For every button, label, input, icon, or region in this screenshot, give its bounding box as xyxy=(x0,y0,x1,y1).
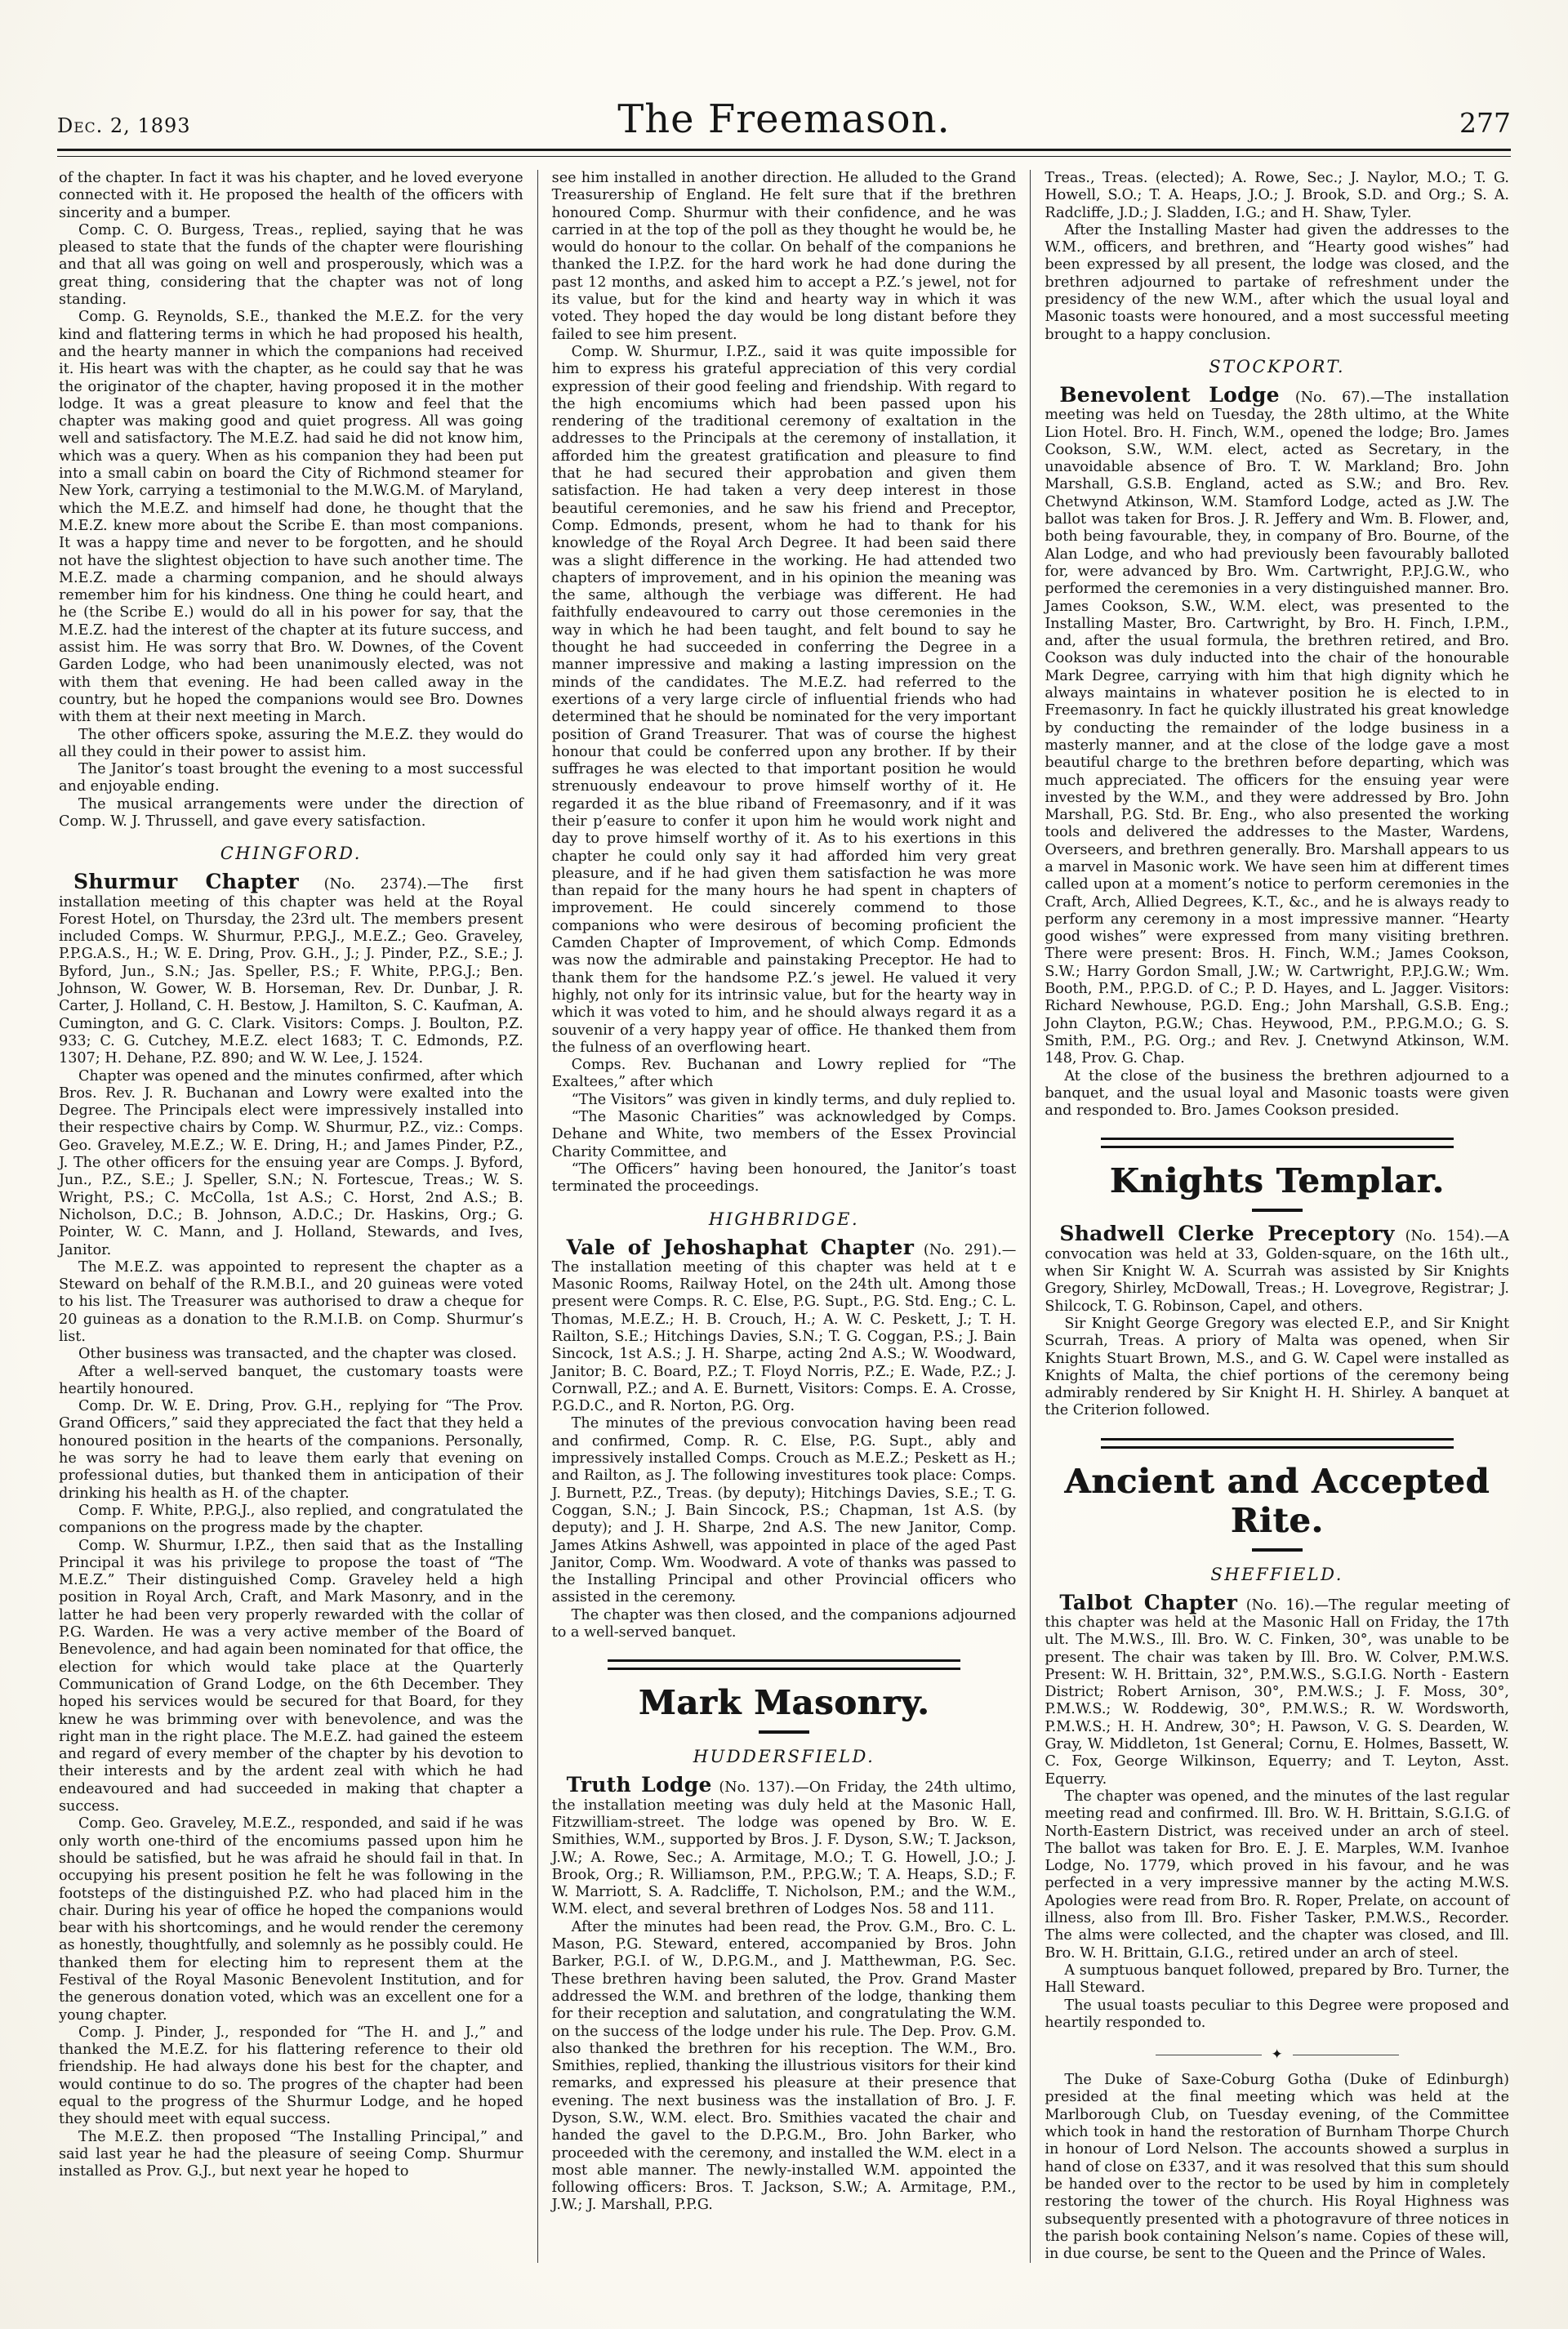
paragraph: see him installed in another direction. He alluded to the Grand Treasurership of England. He felt sure that if the brethren honoured Comp. Shurmur with their confidence, and he was carried in at the top of the poll as they thought he would be, he would do honour to the collar. On behalf of the companions he thanked the I.P.Z. for the hard work he had done during the past 12 months, and asked him to accept a P.Z.’s jewel, not for its value, but for the kind and hearty way in which it was voted. They hoped the day would be long distant before they failed to see him present. xyxy=(551,170,1017,343)
paragraph: The musical arrangements were under the direction of Comp. W. J. Thrussell, and gave every satisfaction. xyxy=(59,795,523,830)
double-rule xyxy=(1101,1438,1454,1449)
paragraph: “The Masonic Charities” was acknowledged by Comps. Dehane and White, two members of the Essex Provincial Charity Committee, and xyxy=(551,1109,1017,1160)
paragraph: Comp. J. Pinder, J., responded for “The H. and J.,” and thanked the M.E.Z. for his flattering reference to their old friendship. He had always done his best for the chapter, and would continue to do so. The progres of the chapter had been equal to the progress of the Shurmur Lodge, and he hoped they should meet with equal success. xyxy=(59,2024,523,2128)
town-heading: SHEFFIELD. xyxy=(1210,1564,1343,1584)
section-heading: Knights Templar. xyxy=(1109,1161,1445,1201)
column-layout xyxy=(57,170,1511,2263)
town-heading: STOCKPORT. xyxy=(1209,356,1346,376)
article-title: Talbot Chapter xyxy=(1059,1590,1238,1614)
section-heading: Ancient and Accepted Rite. xyxy=(1064,1461,1490,1540)
town-heading: HUDDERSFIELD. xyxy=(693,1747,875,1767)
paragraph: Comp. Dr. W. E. Dring, Prov. G.H., replying for “The Prov. Grand Officers,” said they appreciated the fact that they held a honoured position in the hearts of the companions. Personally, he was sorry he had to leave them early that evening on professional duties, but thanked them in anticipation of their drinking his health as H. of the chapter. xyxy=(59,1398,523,1502)
paragraph: The chapter was opened, and the minutes of the last regular meeting read and confirmed. Ill. Bro. W. H. Brittain, S.G.I.G. of North-Eastern District, was received under an arch of steel. The ballot was taken for Bro. E. J. E. Marples, W.M. Ivanhoe Lodge, No. 1779, which proved in his favour, and he was perfected in a very impressive manner by the acting M.W.S. Apologies were read from Bro. R. Roper, Prelate, on account of illness, also from Ill. Bro. Fisher Tasker, P.M.W.S., Recorder. The alms were collected, and the chapter was closed, and Ill. Bro. W. H. Brittain, G.I.G., retired under an arch of steel. xyxy=(1045,1788,1510,1962)
article-paragraph: Talbot Chapter (No. 16).—The regular meeting of this chapter was held at the Masonic Hall on Friday, the 17th ult. The M.W.S., Ill. Bro. W. C. Finken, 30°, was unable to be present. The chair was taken by Ill. Bro. W. Colver, P.M.W.S. Present: W. H. Brittain, 32°, P.M.W.S., S.G.I.G. North - Eastern District; Robert Arnison, 30°, P.M.W.S.; J. F. Moss, 30°, P.M.W.S.; W. Roddewig, 30°, P.M.W.S.; R. W. Wordsworth, P.M.W.S.; H. H. Andrew, 30°; H. Pawson, V. G. S. Dearden, W. Gray, W. Middleton, 1st General; Cornu, E. Holmes, Bassett, W. C. Fox, George Wilkinson, Equerry; and T. Leyton, Asst. Equerry. xyxy=(1045,1590,1510,1788)
paragraph: The Janitor’s toast brought the evening to a most successful and enjoyable ending. xyxy=(59,761,523,795)
paragraph: At the close of the business the brethren adjourned to a banquet, and the usual loyal and Masonic toasts were given and responded to. Bro. James Cookson presided. xyxy=(1045,1067,1510,1120)
paragraph: After the Installing Master had given the addresses to the W.M., officers, and brethren, and “Hearty good wishes” had been expressed by all present, the lodge was closed, and the brethren adjourned to partake of refreshment under the presidency of the new W.M., after which the usual loyal and Masonic toasts were honoured, and a most successful meeting brought to a happy conclusion. xyxy=(1045,221,1510,343)
section-heading-block xyxy=(552,1659,1017,1734)
paragraph: The chapter was then closed, and the companions adjourned to a well-served banquet. xyxy=(551,1606,1017,1641)
column-2 xyxy=(537,170,1031,2263)
short-rule xyxy=(759,1730,809,1734)
double-rule xyxy=(1101,1138,1454,1148)
article-paragraph: Vale of Jehoshaphat Chapter (No. 291).—The installation meeting of this chapter was held at t e Masonic Rooms, Railway Hotel, on the 24th ult. Among those present were Comps. R. C. Else, P.G. Supt., P.G. Std. Eng.; C. L. Thomas, M.E.Z.; H. B. Crouch, H.; A. W. C. Peskett, J.; T. H. Railton, S.E.; Hitchings Davies, S.N.; T. G. Coggan, P.S.; J. Bain Sincock, 1st A.S.; J. H. Sharpe, acting 2nd A.S.; W. Woodward, Janitor; B. C. Board, P.Z.; T. Floyd Norris, P.Z.; E. Wade, P.Z.; J. Cornwall, P.Z.; and A. E. Burnett, Visitors: Comps. E. A. Crosse, P.G.D.C., and R. Norton, P.G. Org. xyxy=(551,1235,1017,1415)
masthead-rule xyxy=(57,149,1511,157)
paragraph: Comp. F. White, P.P.G.J., also replied, and congratulated the companions on the progress made by the chapter. xyxy=(59,1502,523,1537)
article-title: Vale of Jehoshaphat Chapter xyxy=(566,1235,915,1259)
article-paragraph: Shadwell Clerke Preceptory (No. 154).—A convocation was held at 33, Golden-square, on the 16th ult., when Sir Knight W. A. Scurrah was assisted by Sir Knights Gregory, Shirley, McDowall, Treas.; H. Lovegrove, Registrar; J. Shilcock, T. G. Robinson, Capel, and others. xyxy=(1045,1222,1510,1315)
paragraph: The M.E.Z. then proposed “The Installing Principal,” and said last year he had the pleasure of seeing Comp. Shurmur installed as Prov. G.J., but next year he hoped to xyxy=(59,2128,523,2180)
paragraph: A sumptuous banquet followed, prepared by Bro. Turner, the Hall Steward. xyxy=(1045,1962,1510,1997)
article-title: Shadwell Clerke Preceptory xyxy=(1059,1222,1395,1246)
paragraph: Comp. C. O. Burgess, Treas., replied, saying that he was pleased to state that the funds of the chapter were flourishing and that all was going on well and prosperously, which was a great thing, considering that the chapter was not of long standing. xyxy=(59,221,523,309)
issue-date: Dec. 2, 1893 xyxy=(57,114,191,137)
paragraph: The minutes of the previous convocation having been read and confirmed, Comp. R. C. Else, P.G. Supt., ably and impressively installed Comps. Crouch as M.E.Z.; Peskett as H.; and Railton, as J. The following investitures took place: Comps. J. Burnett, P.Z., Treas. (by deputy); Hitchings Davies, S.E.; T. G. Coggan, S.N.; J. Bain Sincock, P.S.; Chapman, 1st A.S. (by deputy); and J. H. Sharpe, 2nd A.S. The new Janitor, Comp. James Atkins Ashwell, was appointed in place of the aged Past Janitor, Comp. Wm. Woodward. A vote of thanks was passed to the Installing Principal and other Provincial officers who assisted in the ceremony. xyxy=(551,1415,1017,1606)
diamond-icon: ✦ xyxy=(1271,2046,1283,2064)
section-heading-block xyxy=(1045,1438,1509,1552)
ornament-divider xyxy=(1045,2048,1509,2062)
newspaper-title: The Freemason. xyxy=(617,96,951,142)
article-title: Shurmur Chapter xyxy=(74,870,300,894)
article-paragraph: Truth Lodge (No. 137).—On Friday, the 24th ultimo, the installation meeting was duly held at the Masonic Hall, Fitzwilliam-street. The lodge was opened by Bro. W. E. Smithies, W.M., supported by Bros. J. F. Dyson, S.W.; T. Jackson, J.W.; A. Rowe, Sec.; A. Armitage, M.O.; T. G. Howell, J.O.; J. Brook, Org.; R. Williamson, P.M., P.P.G.W.; T. A. Heaps, S.D.; F. W. Marriott, S. A. Radcliffe, T. Nicholson, P.M.; and the W.M., W.M. elect, and several brethren of Lodges Nos. 58 and 111. xyxy=(551,1773,1017,1918)
page-number: 277 xyxy=(1459,107,1511,139)
paragraph: Sir Knight George Gregory was elected E.P., and Sir Knight Scurrah, Treas. A priory of Malta was opened, when Sir Knights Stuart Brown, M.S., and G. W. Capel were installed as Knights of Malta, the chief portions of the ceremony being admirably rendered by Sir Knight H. H. Shirley. A banquet at the Criterion followed. xyxy=(1045,1315,1510,1419)
article-paragraph: Shurmur Chapter (No. 2374).—The first installation meeting of this chapter was held at the Royal Forest Hotel, on Thursday, the 23rd ult. The members present included Comps. W. Shurmur, P.P.G.J., M.E.Z.; Geo. Graveley, P.P.G.A.S., H.; W. E. Dring, Prov. G.H., J.; J. Pinder, P.Z., S.E.; J. Byford, Jun., S.N.; Jas. Speller, P.S.; F. White, P.P.G.J.; Ben. Johnson, W. Gower, W. B. Horseman, Rev. Dr. Dunbar, J. R. Carter, J. Holland, C. H. Bestow, J. Hamilton, S. C. Kaufman, A. Cumington, and G. C. Clark. Visitors: Comps. J. Boulton, P.Z. 933; C. G. Cutchey, M.E.Z. elect 1683; T. C. Edmonds, P.Z. 1307; H. Dehane, P.Z. 890; and W. W. Lee, J. 1524. xyxy=(59,870,523,1067)
paragraph: of the chapter. In fact it was his chapter, and he loved everyone connected with it. He proposed the health of the officers with sincerity and a bumper. xyxy=(59,170,523,221)
paragraph: Comp. Geo. Graveley, M.E.Z., responded, and said if he was only worth one-third of the encomiums passed upon him he should be satisfied, but he was afraid he should fail in that. In occupying his present position he felt he was following in the footsteps of the distinguished P.Z. who had placed him in the chair. During his year of office he hoped the companions would bear with his shortcomings, and he would render the ceremony as honestly, thoughtfully, and solemnly as he possibly could. He thanked them for electing him to represent them at the Festival of the Royal Masonic Benevolent Institution, and for the generous donation voted, which was an excellent one for a young chapter. xyxy=(59,1815,523,2024)
paragraph: The other officers spoke, assuring the M.E.Z. they would do all they could in their power to assist him. xyxy=(59,726,523,760)
short-rule xyxy=(1252,1209,1303,1212)
paragraph: The Duke of Saxe-Coburg Gotha (Duke of Edinburgh) presided at the final meeting which was held at the Marlborough Club, on Tuesday evening, of the Committee which took in hand the restoration of Burnham Thorpe Church in honour of Lord Nelson. The accounts showed a surplus in hand of close on £337, and it was resolved that this sum should be handed over to the rector to be used by him in completely restoring the tower of the church. His Royal Highness was subsequently presented with a photogravure of three notices in the parish book containing Nelson’s name. Copies of these will, in due course, be sent to the Queen and the Prince of Wales. xyxy=(1045,2072,1510,2263)
double-rule xyxy=(608,1659,960,1670)
paragraph: Comps. Rev. Buchanan and Lowry replied for “The Exaltees,” after which xyxy=(551,1057,1017,1091)
article-paragraph: Benevolent Lodge (No. 67).—The installation meeting was held on Tuesday, the 28th ultimo, at the White Lion Hotel. Bro. H. Finch, W.M., opened the lodge; Bro. James Cookson, S.W., W.M. elect, acted as Secretary, in the unavoidable absence of Bro. T. W. Markland; Bro. John Marshall, G.S.B. England, acted as S.W.; and Bro. Rev. Chetwynd Atkinson, W.M. Stamford Lodge, acted as J.W. The ballot was taken for Bros. J. R. Jeffery and Wm. B. Flower, and, both being favourable, they, in company of Bro. Bourne, of the Alan Lodge, and who had previously been favourably balloted for, were advanced by Bro. Wm. Cartwright, P.P.J.G.W., who performed the ceremonies in a very distinguished manner. Bro. James Cookson, S.W., W.M. elect, was presented to the Installing Master, Bro. Cartwright, by Bro. H. Finch, I.P.M., and, after the usual formula, the brethren retired, and Bro. Cookson was duly inducted into the chair of the honourable Mark Degree, carrying with him that high dignity which he always maintains in whatever position he is elected to in Freemasonry. In fact he quickly illustrated his great knowledge by conducting the remainder of the lodge business in a masterly manner, and at the close of the lodge gave a most beautiful charge to the brethren before departing, which was much appreciated. The officers for the ensuing year were invested by the W.M., and they were addressed by Bro. John Marshall, P.G. Std. Br. Eng., who also presented the working tools and delivered the addresses to the Master, Wardens, Overseers, and brethren generally. Bro. Marshall appears to us a marvel in Masonic work. We have seen him at different times called upon at a moment’s notice to perform ceremonies in the Craft, Arch, Allied Degrees, K.T., &c., and he is always ready to perform any ceremony in a most impressive manner. “Hearty good wishes” were expressed from many visiting brethren. There were present: Bros. H. Finch, W.M.; James Cookson, S.W.; Harry Gordon Small, J.W.; W. Cartwright, P.P.J.G.W.; Wm. Booth, P.M., P.P.G.D. of C.; P. D. Hayes, and L. Jagger. Visitors: Richard Newhouse, P.G.D. Eng.; John Marshall, G.S.B. Eng.; John Clayton, P.G.W.; Chas. Heywood, P.M., P.P.G.M.O.; G. S. Smith, P.M., P.G. Org.; and Rev. J. Cnetwynd Atkinson, W.M. 148, Prov. G. Chap. xyxy=(1045,382,1510,1067)
paragraph: Comp. G. Reynolds, S.E., thanked the M.E.Z. for the very kind and flattering terms in which he had proposed his health, and the hearty manner in which the companions had received it. His heart was with the chapter, as he could say that he was the originator of the chapter, having proposed it in the mother lodge. It was a great pleasure to know and feel that the chapter was making good and quiet progress. All was going well and satisfactory. The M.E.Z. had said he did not know him, which was a query. When as his companion they had been put into a small cabin on board the City of Richmond steamer for New York, carrying a testimonial to the M.W.G.M. of Maryland, which the M.E.Z. and himself had done, he thought that the M.E.Z. knew more about the Scribe E. than most companions. It was a happy time and never to be forgotten, and he should not have the slightest objection to have such another time. The M.E.Z. made a charming companion, and he should always remember him for his kindness. One thing he could heart, and he (the Scribe E.) would do all in his power for say, that the M.E.Z. had the interest of the chapter at its future success, and assist him. He was sorry that Bro. W. Downes, of the Covent Garden Lodge, who had been unanimously elected, was not with them that evening. He had been called away in the country, but he hoped the companions would see Bro. Downes with them at their next meeting in March. xyxy=(59,309,523,726)
paragraph: “The Officers” having been honoured, the Janitor’s toast terminated the proceedings. xyxy=(551,1160,1017,1196)
paragraph: Chapter was opened and the minutes confirmed, after which Bros. Rev. J. R. Buchanan and Lowry were exalted into the Degree. The Principals elect were impressively installed into their respective chairs by Comp. W. Shurmur, P.Z., viz.: Comps. Geo. Graveley, M.E.Z.; W. E. Dring, H.; and James Pinder, P.Z., J. The other officers for the ensuing year are Comps. J. Byford, Jun., P.Z., S.E.; J. Speller, S.N.; N. Fortescue, Treas.; W. S. Wright, P.S.; C. McColla, 1st A.S.; C. Horst, 2nd A.S.; B. Nicholson, D.C.; B. Johnson, A.D.C.; Dr. Haskins, Org.; G. Pointer, W. C. Mann, and J. Holland, Stewards, and Ives, Janitor. xyxy=(59,1067,523,1258)
paragraph: The usual toasts peculiar to this Degree were proposed and heartily responded to. xyxy=(1045,1997,1510,2031)
paragraph: The M.E.Z. was appointed to represent the chapter as a Steward on behalf of the R.M.B.I., and 20 guineas were voted to his list. The Treasurer was authorised to draw a cheque for 20 guineas as a donation to the R.M.I.B. on Comp. Shurmur’s list. xyxy=(59,1258,523,1345)
town-heading: CHINGFORD. xyxy=(220,844,362,864)
paragraph: Comp. W. Shurmur, I.P.Z., said it was quite impossible for him to express his grateful appreciation of this very cordial expression of their good feeling and friendship. With regard to the high encomiums which had been passed upon his rendering of the traditional ceremony of exaltation in the addresses to the Principals at the ceremony of installation, it afforded him the greatest gratification and pleasure to find that he had secured their approbation and given them satisfaction. He had taken a very deep interest in those beautiful ceremonies, and he saw his friend and Preceptor, Comp. Edmonds, present, whom he had to thank for his knowledge of the Royal Arch Degree. It had been said there was a slight difference in the working. He had attended two chapters of improvement, and in his opinion the meaning was the same, although the verbiage was different. He had faithfully endeavoured to carry out those ceremonies in the way in which he had been taught, and felt bound to say he thought he had succeeded in conferring the Degree in a manner impressive and making a lasting impression on the minds of the candidates. The M.E.Z. had referred to the exertions of a very large circle of influential friends who had determined that he should be nominated for the very important position of Grand Treasurer. That was of course the highest honour that could be conferred upon any brother. If by their suffrages he was elected to that important position he would strenuously endeavour to prove himself worthy of it. He regarded it as the blue riband of Freemasonry, and if it was their p’easure to confer it upon him he would work night and day to prove himself worthy of it. As to his exertions in this chapter he could only say it had afforded him very great pleasure, and if he had given them satisfaction he was more than repaid for the many hours he had spent in chapters of improvement. He could sincerely commend to those companions who were desirous of becoming proficient the Camden Chapter of Improvement, of which Comp. Edmonds was now the admirable and painstaking Preceptor. He had to thank them for the handsome P.Z.’s jewel. He valued it very highly, not only for its intrinsic value, but for the hearty way in which it was voted to him, and he should always regard it as a souvenir of a very happy year of office. He thanked them from the fulness of an overflowing heart. xyxy=(551,343,1017,1056)
section-heading-block xyxy=(1045,1138,1509,1212)
paragraph: After a well-served banquet, the customary toasts were heartily honoured. xyxy=(59,1363,523,1397)
article-title: Benevolent Lodge xyxy=(1059,382,1280,407)
paragraph: Comp. W. Shurmur, I.P.Z., then said that as the Installing Principal it was his privilege to propose the toast of “The M.E.Z.” Their distinguished Comp. Graveley held a high position in Royal Arch, Craft, and Mark Masonry, and in the latter he had been very properly rewarded with the collar of P.G. Warden. He was a very active member of the Board of Benevolence, and had again been nominated for that office, the election for which would take place at the Quarterly Communication of Grand Lodge, on the 6th December. They hoped his services would be secured for that Board, for they knew he was brimming over with benevolence, and was the right man in the right place. The M.E.Z. had gained the esteem and regard of every member of the chapter by his devotion to their interests and by the ardent zeal with which he had endeavoured and had succeeded in making that chapter a success. xyxy=(59,1537,523,1815)
paragraph: Treas., Treas. (elected); A. Rowe, Sec.; J. Naylor, M.O.; T. G. Howell, S.O.; T. A. Heaps, J.O.; J. Brook, S.D. and Org.; S. A. Radcliffe, J.D.; J. Sladden, I.G.; and H. Shaw, Tyler. xyxy=(1045,170,1510,221)
town-heading: HIGHBRIDGE. xyxy=(708,1209,860,1229)
column-3 xyxy=(1030,170,1511,2263)
paragraph: After the minutes had been read, the Prov. G.M., Bro. C. L. Mason, P.G. Steward, entered, accompanied by Bros. John Barker, P.G.I. of W., D.P.G.M., and J. Matthewman, P.G. Sec. These brethren having been saluted, the Prov. Grand Master addressed the W.M. and brethren of the lodge, thanking them for their reception and salutation, and congratulating the W.M. on the success of the lodge under his rule. The Dep. Prov. G.M. also thanked the brethren for his reception. The W.M., Bro. Smithies, replied, thanking the illustrious visitors for their kind remarks, and expressed his pleasure at their presence that evening. The next business was the installation of Bro. J. F. Dyson, S.W., W.M. elect. Bro. Smithies vacated the chair and handed the gavel to the D.P.G.M., Bro. John Barker, who proceeded with the ceremony, and installed the W.M. elect in a most able manner. The newly-installed W.M. appointed the following officers: Bros. T. Jackson, S.W.; A. Armitage, P.M., J.W.; J. Marshall, P.P.G. xyxy=(551,1918,1017,2214)
paragraph: Other business was transacted, and the chapter was closed. xyxy=(78,1346,517,1363)
section-heading: Mark Masonry. xyxy=(638,1683,930,1723)
short-rule xyxy=(1252,1548,1303,1552)
column-1 xyxy=(57,170,537,2263)
article-title: Truth Lodge xyxy=(566,1773,712,1797)
masthead xyxy=(57,96,1511,142)
paragraph: “The Visitors” was given in kindly terms, and duly replied to. xyxy=(571,1091,1016,1108)
